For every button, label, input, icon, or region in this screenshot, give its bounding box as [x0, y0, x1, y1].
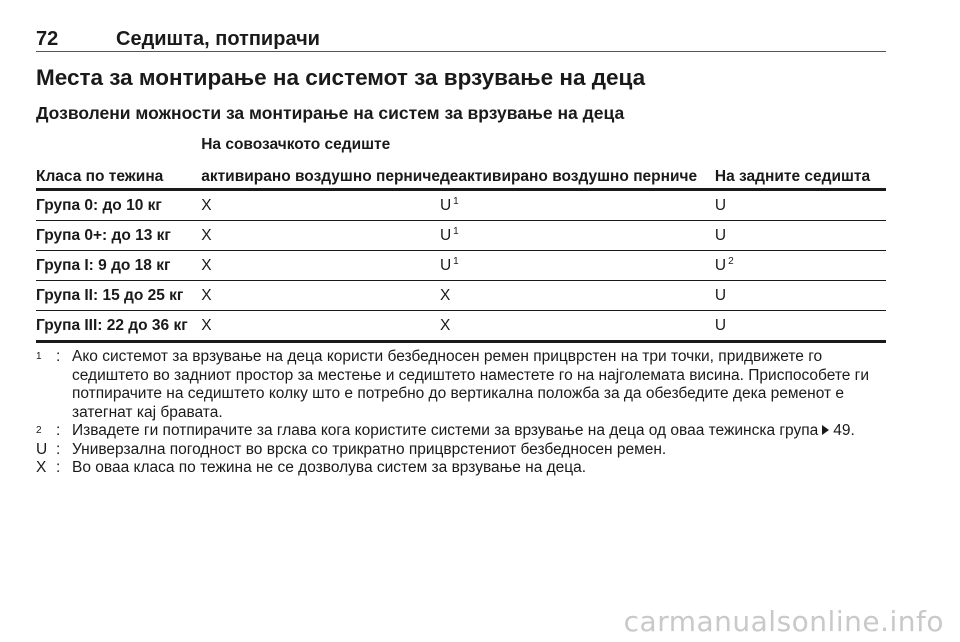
footnote-2: $^2$ : Извадете ги потпирачите за глава кога користите системи за врзување на деца од оваа тежинска група 49. [36, 422, 886, 441]
footnote-u: U : Универзална погодност во врска со трикратно прицврстениот безбедносен ремен. [36, 440, 667, 458]
airbag-on-cell: X [201, 221, 440, 251]
table-row [36, 190, 886, 221]
footnote-ref: 1 [453, 226, 459, 237]
page-reference-arrow-icon [822, 425, 829, 435]
footnote-ref: 2 [728, 256, 734, 267]
col-header-weight-class: Класа по тежина [36, 154, 201, 190]
footnote-x: X : Во оваа класа по тежина не се дозволува систем за врзување на деца. [36, 459, 587, 476]
col-header-airbag-on: активирано воздушно перниче [201, 154, 440, 190]
page-reference-link[interactable]: 49. [833, 422, 855, 439]
watermark: carmanualsonline.info [623, 605, 944, 638]
table-span-header-row [36, 132, 886, 154]
span-header-front-passenger: На совозачкото седиште [201, 136, 391, 153]
weight-group-cell: Група 0: до 10 кг [36, 190, 201, 221]
rear-seat-cell: U [715, 221, 886, 251]
airbag-off-cell: U $^1$ [440, 221, 715, 251]
airbag-on-cell: X [201, 251, 440, 281]
airbag-on-cell: X [201, 281, 440, 311]
airbag-off-cell: X [440, 311, 715, 342]
footnote-text: Извадете ги потпирачите за глава кога користите системи за врзување на деца од оваа тежинска група [72, 422, 819, 439]
weight-group-cell: Група III: 22 до 36 кг [36, 311, 201, 342]
page-header [36, 27, 886, 52]
airbag-off-cell: U $^1$ [440, 190, 715, 221]
airbag-on-cell: X [201, 311, 440, 342]
weight-group-cell: Група II: 15 до 25 кг [36, 281, 201, 311]
weight-group-cell: Група 0+: до 13 кг [36, 221, 201, 251]
col-header-airbag-off: деактивирано воздушно перниче [440, 154, 715, 190]
airbag-on-cell: X [201, 190, 440, 221]
footnote-mark: 2 [36, 425, 42, 436]
weight-group-cell: Група I: 9 до 18 кг [36, 251, 201, 281]
table-header-row [36, 154, 886, 190]
table-title: Дозволени можности за монтирање на систем за врзување на деца [36, 103, 625, 123]
table-row [36, 221, 886, 251]
page-number: 72 [36, 28, 59, 50]
footnote-text: Во оваа класа по тежина не се дозволува систем за врзување на деца. [72, 459, 587, 476]
col-header-rear-seats: На задните седишта [715, 154, 886, 190]
table-row [36, 311, 886, 342]
footnotes [36, 348, 886, 478]
rear-seat-cell: U $^2$ [715, 251, 886, 281]
footnote-text: Универзална погодност во врска со трикратно прицврстениот безбедносен ремен. [72, 440, 667, 458]
section-title: Места за монтирање на системот за врзување на деца [36, 65, 646, 90]
running-title: Седишта, потпирачи [116, 28, 320, 50]
footnote-text: Ако системот за врзување на деца користи безбедносен ремен прицврстен на три точки, придвижете го седиштето во задниот простор за местење и седиштето наместете го на најголемата висина. Приспособете ги потпирачите на седиштето колку што е потребно до вертикална положба за да обезбедите дека ременот е затегнат кај бравата. [72, 348, 869, 421]
table-row [36, 251, 886, 281]
child-restraint-table [36, 132, 886, 343]
footnote-mark: X [36, 459, 47, 476]
rear-seat-cell: U [715, 311, 886, 342]
airbag-off-cell: U $^1$ [440, 251, 715, 281]
footnote-1: $^1$ : Ако системот за врзување на деца користи безбедносен ремен прицврстен на три точки, придвижете го седиштето во задниот простор за местење и седиштето наместете го на најголемата висина. Приспособете ги потпирачите на седиштето колку што е потребно до вертикална положба за да обезбедите дека ременот е затегнат кај бравата. [36, 348, 869, 421]
footnote-mark: 1 [36, 351, 42, 362]
table-row [36, 281, 886, 311]
footnote-ref: 1 [453, 256, 459, 267]
rear-seat-cell: U [715, 190, 886, 221]
rear-seat-cell: U [715, 281, 886, 311]
airbag-off-cell: X [440, 281, 715, 311]
footnote-mark: U [36, 440, 48, 458]
footnote-ref: 1 [453, 196, 459, 207]
